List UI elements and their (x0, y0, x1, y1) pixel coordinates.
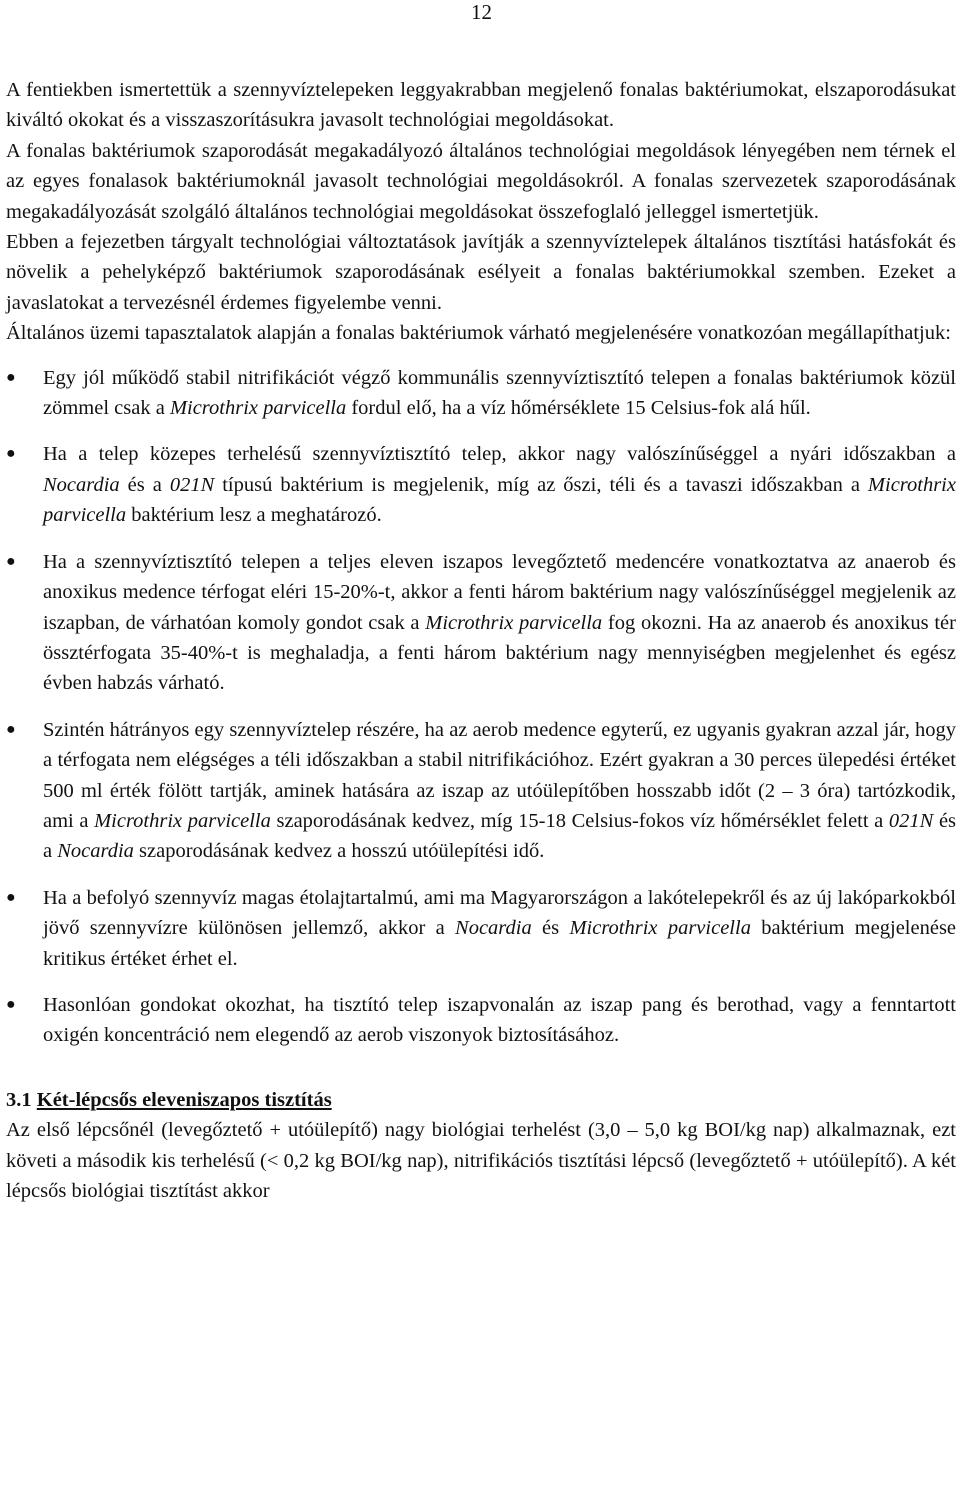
species-name: Microthrix parvicella (43, 473, 956, 527)
bullet-icon: ● (6, 552, 16, 570)
bullet-text: Szintén hátrányos egy szennyvíztelep részére, ha az aerob medence egyterű, ez ugyanis gyakran azzal jár, hogy a térfogata nem elégséges a téli időszakban a stabil nitrifikációhoz. Ezért gyakran a 30 perces ülepedési értéket 500 ml érték fölött tartják, aminek hatására az iszap az utóülepítőben hosszabb időt (2 – 3 óra) tartózkodik, ami a (43, 718, 956, 832)
section-paragraph: Az első lépcsőnél (levegőztető + utóülepítő) nagy biológiai terhelést (3,0 – 5,0 kg BOI/kg nap) alkalmaznak, ezt követi a második kis terhelésű (< 0,2 kg BOI/kg nap), nitrifikációs tisztítási lépcső (levegőztető + utóülepítő). A két lépcsős biológiai tisztítást akkor (6, 1119, 956, 1202)
bullet-text: Ha a befolyó szennyvíz magas étolajtartalmú, ami ma Magyarországon a lakótelepekről és az új lakóparkokból jövő szennyvízre különösen jellemző, akkor a (43, 886, 956, 940)
bullet-text: és a (119, 473, 170, 496)
bullet-text: fog okozni. Ha az anaerob és anoxikus tér össztérfogata 35-40%-t is meghaladja, a fenti három baktérium nagy mennyiségben megjelenhet és egész évben habzás várható. (43, 611, 956, 695)
section-title: Két-lépcsős eleveniszapos tisztítás (36, 1088, 332, 1111)
list-item (6, 547, 956, 699)
list-item (6, 439, 956, 530)
species-name: Nocardia (43, 473, 120, 496)
species-name: 021N (169, 473, 215, 496)
bullet-list (6, 363, 956, 1051)
bullet-text: és a (43, 809, 957, 863)
bullet-icon: ● (6, 368, 16, 386)
species-name: Microthrix parvicella (169, 397, 347, 420)
bullet-text: szaporodásának kedvez a hosszú utóülepítési idő. (133, 840, 545, 863)
list-item (6, 715, 956, 867)
bullet-text: Ha a telep közepes terhelésű szennyvíztisztító telep, akkor nagy valószínűséggel a nyári időszakban a (43, 443, 956, 466)
bullet-text: Egy jól működő stabil nitrifikációt végző kommunális szennyvíztisztító telepen a fonalas baktériumok közül zömmel csak a (43, 366, 956, 420)
paragraph: Általános üzemi tapasztalatok alapján a fonalas baktériumok várható megjelenésére vonatkozóan megállapíthatjuk: (6, 322, 951, 345)
paragraph: A fonalas baktériumok szaporodását megakadályozó általános technológiai megoldások lényegében nem térnek el az egyes fonalasok baktériumoknál javasolt technológiai megoldásokról. A fonalas szervezetek szaporodásának megakadályozását szolgáló általános technológiai megoldásokat összefoglaló jelleggel ismertetjük. (6, 139, 956, 223)
species-name: Microthrix parvicella (94, 809, 271, 832)
bullet-text: Hasonlóan gondokat okozhat, ha tisztító telep iszapvonalán az iszap pang és berothad, vagy a fenntartott oxigén koncentráció nem elegendő az aerob viszonyok biztosításához. (43, 993, 956, 1047)
bullet-text: baktérium megjelenése kritikus értéket érhet el. (43, 917, 957, 970)
list-item (6, 990, 956, 1051)
paragraph: A fentiekben ismertettük a szennyvíztelepeken leggyakrabban megjelenő fonalas baktériumokat, elszaporodásukat kiváltó okokat és a visszaszorításukra javasolt technológiai megoldásokat. (6, 79, 956, 132)
bullet-icon: ● (6, 888, 16, 906)
species-name: 021N (888, 809, 934, 832)
bullet-icon: ● (6, 720, 16, 738)
species-name: Nocardia (57, 840, 134, 863)
document-body (6, 75, 956, 1206)
bullet-text: és (531, 917, 570, 940)
bullet-text: fordul elő, ha a víz hőmérséklete 15 Celsius-fok alá hűl. (346, 397, 811, 420)
section-heading (6, 1085, 956, 1115)
bullet-text: típusú baktérium is megjelenik, míg az őszi, téli és a tavaszi időszakban a (214, 473, 868, 496)
bullet-text: Ha a szennyvíztisztító telepen a teljes eleven iszapos levegőztető medencére vonatkoztatva az anaerob és anoxikus medence térfogat eléri 15-20%-t, akkor a fenti három baktérium nagy valószínűséggel megjelenik az iszapban, de várhatóan komoly gondot csak a (43, 550, 956, 634)
bullet-icon: ● (6, 445, 16, 463)
list-item (6, 363, 956, 424)
species-name: Microthrix parvicella (569, 917, 751, 940)
list-item (6, 883, 956, 974)
paragraph: Ebben a fejezetben tárgyalt technológiai változtatások javítják a szennyvíztelepek általános tisztítási hatásfokát és növelik a pehelyképző baktériumok szaporodásának esélyeit a fonalas baktériumokkal szemben. Ezeket a javaslatokat a tervezésnél érdemes figyelembe venni. (6, 231, 956, 314)
bullet-text: baktérium lesz a meghatározó. (126, 504, 382, 527)
page-number: 12 (471, 0, 492, 24)
section-number: 3.1 (6, 1088, 32, 1111)
bullet-icon: ● (6, 995, 16, 1013)
species-name: Nocardia (455, 917, 532, 940)
bullet-text: szaporodásának kedvez, míg 15-18 Celsius-fokos víz hőmérséklet felett a (270, 809, 889, 832)
species-name: Microthrix parvicella (425, 611, 603, 634)
